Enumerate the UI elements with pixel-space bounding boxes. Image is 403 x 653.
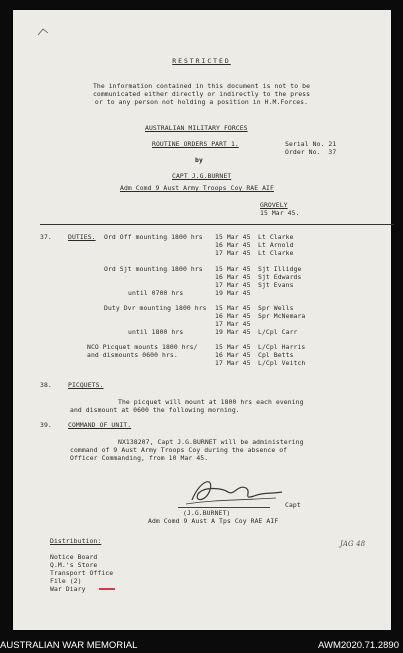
duty-line-date: 16 Mar 45 <box>215 351 251 359</box>
restricted-heading: RESTRICTED <box>172 57 231 65</box>
routine-orders-heading: ROUTINE ORDERS PART 1. <box>152 140 239 148</box>
command-text-3: Officer Commanding, from 10 Mar 45. <box>70 454 209 462</box>
notice-line-2: communicated either directly or indirectly to the press <box>92 90 311 98</box>
signature-name: (J.G.BURNET) <box>183 509 231 517</box>
duty-line-date: 15 Mar 45 <box>215 304 251 312</box>
margin-note: JAG 48 <box>340 540 366 548</box>
duty-line-date: 15 Mar 45 <box>215 343 251 351</box>
corner-mark-icon <box>37 22 49 41</box>
command-text-1: NX138207, Capt J.G.BURNET will be administering <box>118 438 304 446</box>
duty-line-left: Ord Sjt mounting 1800 hrs <box>104 265 203 273</box>
handwritten-signature-icon <box>172 470 292 510</box>
location: GROVELY <box>260 201 288 209</box>
duty-line-person: Spr McNemara <box>258 312 306 320</box>
header-divider <box>40 224 394 225</box>
duty-line-person: L/Cpl Veitch <box>258 359 306 367</box>
item-number-39: 39. <box>40 421 52 429</box>
duty-line-person: L/Cpl Harris <box>258 343 306 351</box>
forces-heading: AUSTRALIAN MILITARY FORCES <box>145 124 248 132</box>
notice-line-3: or to any person not holding a position in H.M.Forces. <box>94 98 309 106</box>
order-number: Order No. 37 <box>285 148 337 156</box>
duty-line-person: Spr Wells <box>258 304 294 312</box>
duty-line-date: 17 Mar 45 <box>215 249 251 257</box>
duty-line-date: 17 Mar 45 <box>215 359 251 367</box>
adm-comd-line: Adm Comd 9 Aust Army Troops Coy RAE AIF <box>120 184 274 192</box>
duties-heading: DUTIES. <box>68 233 96 241</box>
duty-line-date: 17 Mar 45 <box>215 281 251 289</box>
duty-line-date: 19 Mar 45 <box>215 289 251 297</box>
item-number-38: 38. <box>40 381 52 389</box>
distribution-entry: Transport Office <box>50 569 114 577</box>
duty-line-date: 19 Mar 45 <box>215 328 251 336</box>
signature-rank: Capt <box>285 501 301 509</box>
duty-line-date: 16 Mar 45 <box>215 273 251 281</box>
notice-line-1: The information contained in this document is not to be <box>92 82 311 90</box>
duty-line-left: and dismounts 0600 hrs. <box>87 351 178 359</box>
duty-line-person: Lt Clarke <box>258 249 294 257</box>
issue-date: 15 Mar 45. <box>260 209 300 217</box>
distribution-entry: File (2) <box>50 577 82 585</box>
picquets-text-1: The picquet will mount at 1800 hrs each evening <box>118 398 304 406</box>
duty-line-date: 16 Mar 45 <box>215 241 251 249</box>
duty-line-person: Cpl Betts <box>258 351 294 359</box>
duty-line-date: 17 Mar 45 <box>215 320 251 328</box>
duty-line-person: Lt Arnold <box>258 241 294 249</box>
captain-name: CAPT J.G.BURNET <box>172 172 232 180</box>
distribution-entry: War Diary <box>50 585 86 593</box>
duty-line-person: Sjt Illidge <box>258 265 302 273</box>
footer-right: AWM2020.71.2890 <box>318 640 399 651</box>
picquets-text-2: and dismount at 0600 the following morning. <box>70 406 240 414</box>
duty-line-left: NCO Picquet mounts 1800 hrs/ <box>87 343 198 351</box>
command-heading: COMMAND OF UNIT. <box>68 421 132 429</box>
duty-line-date: 16 Mar 45 <box>215 312 251 320</box>
picquets-heading: PICQUETS. <box>68 381 104 389</box>
footer-left: AUSTRALIAN WAR MEMORIAL <box>0 640 138 651</box>
distribution-entry: Notice Board <box>50 553 98 561</box>
duty-line-left: Ord Off mounting 1800 hrs <box>104 233 203 241</box>
duty-line-person: L/Cpl Carr <box>258 328 298 336</box>
duty-line-date: 15 Mar 45 <box>215 265 251 273</box>
duty-line-person: Sjt Edwards <box>258 273 302 281</box>
duty-line-left: until 1800 hrs <box>128 328 184 336</box>
duty-line-left: Duty Dvr mounting 1800 hrs <box>104 304 207 312</box>
duty-line-person: Sjt Evans <box>258 281 294 289</box>
signature-rule <box>178 507 270 508</box>
serial-number: Serial No. 21 <box>285 140 337 148</box>
duty-line-left: until 0700 hrs <box>128 289 184 297</box>
command-text-2: command of 9 Aust Army Troops Coy during the absence of <box>70 446 288 454</box>
item-number-37: 37. <box>40 233 52 241</box>
by-line: by <box>195 156 203 164</box>
duty-line-person: Lt Clarke <box>258 233 294 241</box>
signature-title: Adm Comd 9 Aust A Tps Coy RAE AIF <box>148 517 279 525</box>
red-pencil-mark <box>99 588 115 590</box>
distribution-heading: Distribution: <box>50 537 102 545</box>
duty-line-date: 15 Mar 45 <box>215 233 251 241</box>
distribution-entry: Q.M.'s Store <box>50 561 98 569</box>
